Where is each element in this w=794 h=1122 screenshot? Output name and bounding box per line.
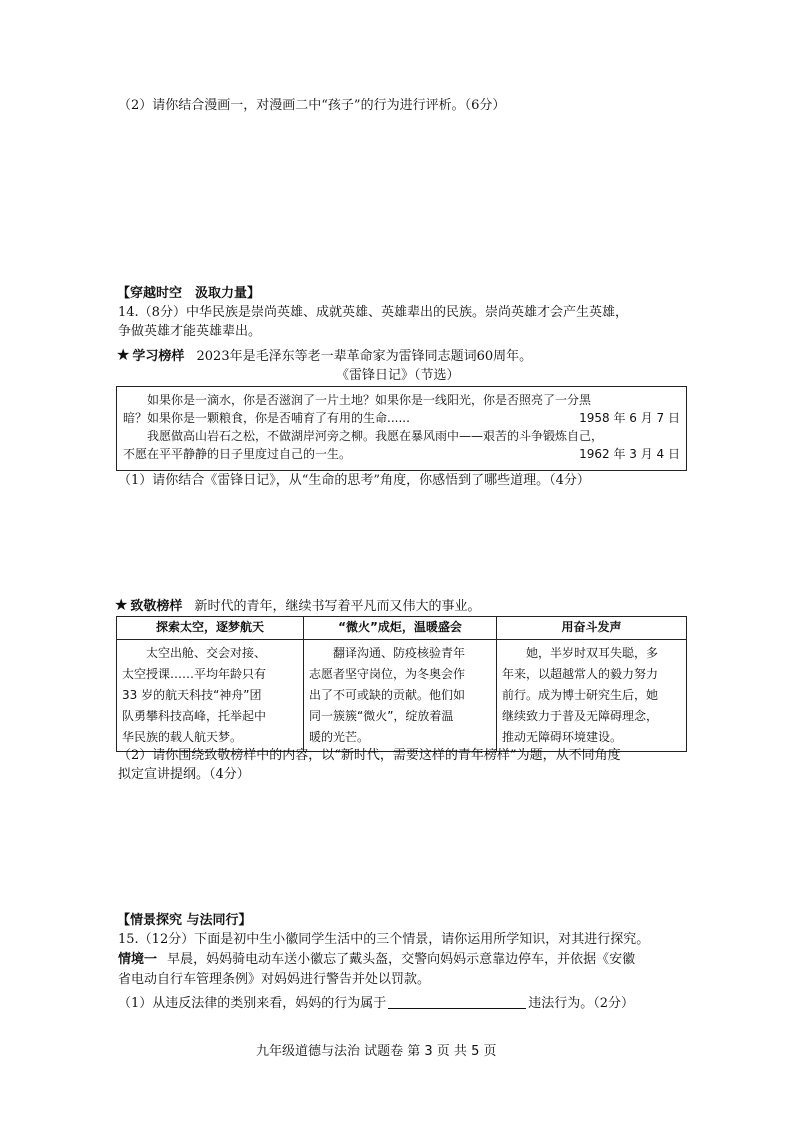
- section-heading-time: 【穿越时空 汲取力量】: [117, 286, 261, 301]
- cell-line: 太空出舱、交会对接、: [146, 646, 267, 660]
- diary-title: 《雷锋日记》（节选）: [336, 368, 460, 383]
- cell-line: 她，半岁时双耳失聪，多: [526, 646, 659, 660]
- diary-p1-text: 暗？如果你是一颗粮食，你是否哺育了有用的生命......: [123, 411, 410, 425]
- q14-intro-line2: 争做英雄才能英雄辈出。: [118, 324, 262, 339]
- diary-p1-line1: 如果你是一滴水，你是否滋润了一片土地？如果你是一线阳光，你是否照亮了一分黑: [147, 393, 592, 407]
- cell-line: 翻译沟通、防疫核验青年: [333, 646, 466, 660]
- q13-part2-question: （2）请你结合漫画一，对漫画二中“孩子”的行为进行评析。（6分）: [118, 98, 506, 113]
- study-model-text: 2023年是毛泽东等老一辈革命家为雷锋同志题词60周年。: [196, 349, 533, 364]
- study-model-heading: [116, 346, 532, 366]
- q14-part2-question-line2: 拟定宣讲提纲。（4分）: [118, 767, 250, 782]
- star-icon: ★: [116, 345, 131, 364]
- answer-blank[interactable]: [388, 995, 526, 1009]
- study-model-label: 学习榜样: [132, 349, 185, 364]
- cell-line: 队勇攀科技高峰，托举起中: [122, 709, 267, 723]
- honor-model-heading: [114, 596, 481, 616]
- diary-p2-line1: 我愿做高山岩石之松，不做湖岸河旁之柳。我愿在暴风雨中——艰苦的斗争锻炼自己，: [147, 429, 604, 443]
- cell-line: 出了不可或缺的贡献。他们如: [309, 688, 466, 702]
- q15-part1-question: [118, 995, 634, 1013]
- cell-line: 前行。成为博士研究生后，她: [502, 688, 659, 702]
- table-cell-volunteer: [304, 640, 497, 752]
- diary-p1-date: 1958 年 6 月 7 日: [579, 411, 680, 425]
- honor-model-label: 致敬榜样: [130, 599, 183, 614]
- scene1-label: 情境一: [118, 952, 158, 967]
- cell-line: 太空授课……平均年龄只有: [122, 667, 267, 681]
- q14-part2-question-line1: （2）请你围绕致敬榜样中的内容，以“新时代，需要这样的青年榜样”为题，从不同角度: [118, 748, 621, 763]
- diary-p2-date: 1962 年 3 月 4 日: [579, 447, 680, 461]
- cell-line: 33 岁的航天科技“神舟”团: [122, 688, 262, 702]
- cell-line: 华民族的载人航天梦。: [122, 730, 243, 744]
- table-header-struggle: 用奋斗发声: [497, 617, 687, 640]
- q14-part1-question: （1）请你结合《雷锋日记》，从“生命的思考”角度，你感悟到了哪些道理。（4分）: [118, 473, 590, 488]
- diary-p2-line2: [123, 445, 680, 463]
- cell-line: 志愿者坚守岗位，为冬奥会作: [309, 667, 466, 681]
- star-icon: ★: [114, 595, 129, 614]
- cell-line: 继续致力于普及无障碍理念，: [502, 709, 659, 723]
- cell-line: 暖的光芒。: [309, 730, 370, 744]
- cell-line: 年来，以超越常人的毅力努力: [502, 667, 659, 681]
- table-row: [117, 640, 687, 752]
- scene1-text: 早晨，妈妈骑电动车送小徽忘了戴头盔，交警向妈妈示意靠边停车，并依据《安徽: [167, 952, 636, 967]
- table-header-row: [117, 617, 687, 640]
- q15-scene1-line1: [118, 951, 635, 969]
- honor-model-table: [116, 616, 687, 752]
- q15-part1-suffix: 违法行为。（2分）: [528, 996, 635, 1011]
- diary-excerpt-box: [116, 386, 687, 471]
- q14-intro-line1: 14.（8分）中华民族是崇尚英雄、成就英雄、英雄辈出的民族。崇尚英雄才会产生英雄，: [118, 305, 628, 320]
- section-heading-law: 【情景探究 与法同行】: [117, 913, 252, 928]
- table-cell-space: [117, 640, 304, 752]
- honor-model-text: 新时代的青年，继续书写着平凡而又伟大的事业。: [194, 599, 481, 614]
- q15-part1-prefix: （1）从违反法律的类别来看，妈妈的行为属于: [118, 996, 387, 1011]
- table-header-volunteer: “微火”成炬，温暖盛会: [304, 617, 497, 640]
- diary-p1-line2: [123, 409, 680, 427]
- table-header-space: 探索太空，逐梦航天: [117, 617, 304, 640]
- page-footer: 九年级道德与法治 试题卷 第 3 页 共 5 页: [256, 1044, 497, 1059]
- q15-scene1-line2: 省电动自行车管理条例》对妈妈进行警告并处以罚款。: [118, 972, 431, 987]
- diary-p2-text: 不愿在平平静静的日子里度过自己的一生。: [123, 447, 352, 461]
- cell-line: 推动无障碍环境建设。: [502, 730, 623, 744]
- cell-line: 同一簇簇“微火”，绽放着温: [309, 709, 454, 723]
- q15-intro: 15.（12分）下面是初中生小徽同学生活中的三个情景，请你运用所学知识，对其进行探究。: [118, 932, 650, 947]
- table-cell-struggle: [497, 640, 687, 752]
